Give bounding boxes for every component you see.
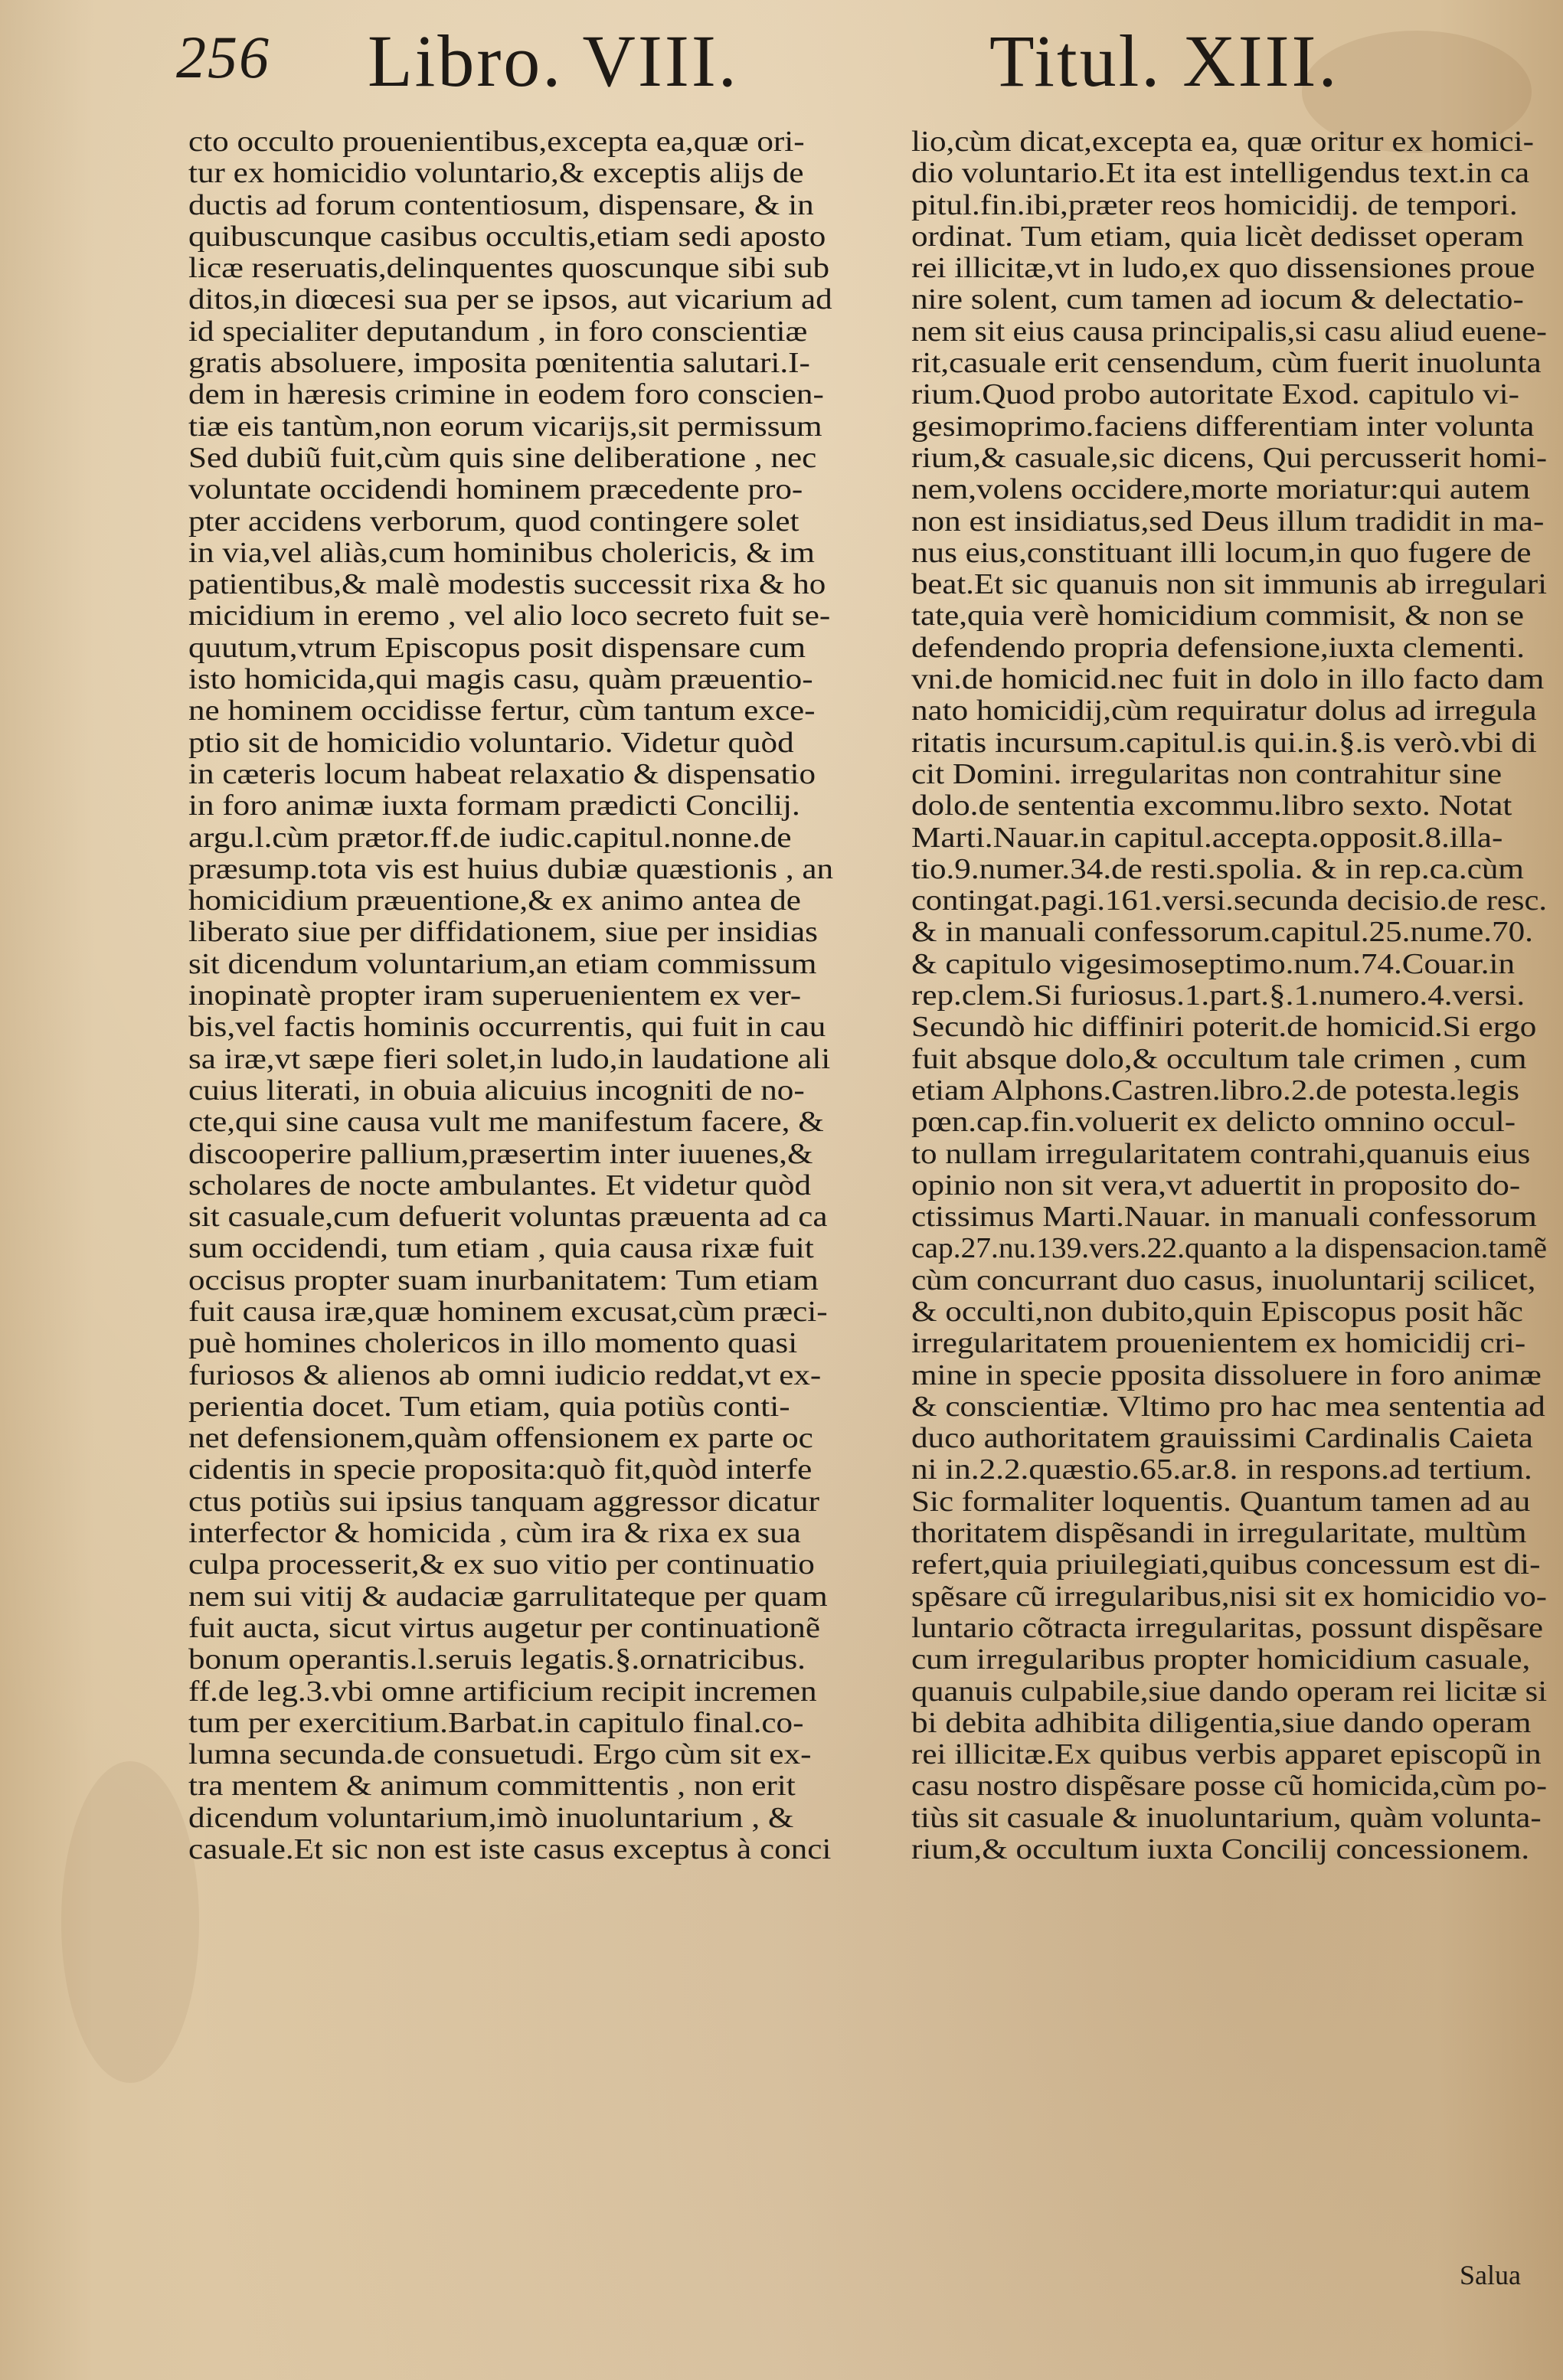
text-line: ptio sit de homicidio voluntario. Videtur quòd bbox=[188, 726, 794, 759]
text-line: interfector & homicida , cùm ira & rixa ex sua bbox=[188, 1517, 801, 1550]
text-line: furiosos & alienos ab omni iudicio reddat,vt ex- bbox=[188, 1358, 822, 1391]
text-line: ritatis incursum.capitul.is qui.in.§.is verò.vbi di bbox=[911, 726, 1537, 759]
text-line: lio,cùm dicat,excepta ea, quæ oritur ex homici- bbox=[911, 126, 1535, 158]
text-line: homicidium præuentione,& ex animo antea de bbox=[188, 884, 801, 917]
text-line: scholares de nocte ambulantes. Et videtur quòd bbox=[188, 1169, 812, 1201]
text-line: vni.de homicid.nec fuit in dolo in illo facto dam bbox=[911, 663, 1545, 696]
text-line: cidentis in specie proposita:quò fit,quòd interfe bbox=[188, 1453, 813, 1486]
text-line: fuit absque dolo,& occultum tale crimen , cum bbox=[911, 1042, 1527, 1075]
text-line: fuit aucta, sicut virtus augetur per continuationẽ bbox=[188, 1611, 821, 1644]
running-title-left: Libro. VIII. bbox=[368, 20, 739, 102]
text-line: irregularitatem prouenientem ex homicidij cri- bbox=[911, 1327, 1526, 1360]
text-line: net defensionem,quàm offensionem ex parte oc bbox=[188, 1422, 813, 1455]
text-line: casu nostro dispẽsare posse cũ homicida,cùm po- bbox=[911, 1770, 1547, 1803]
text-line: tiæ eis tantùm,non eorum vicarijs,sit permissum bbox=[188, 410, 822, 443]
text-line: tiùs sit casuale & inuoluntarium, quàm volunta- bbox=[911, 1801, 1542, 1834]
text-line: bi debita adhibita diligentia,siue dando operam bbox=[911, 1706, 1532, 1739]
text-line: ordinat. Tum etiam, quia licèt dedisset operam bbox=[911, 220, 1524, 253]
text-line: ctus potiùs sui ipsius tanquam aggressor dicatur bbox=[188, 1485, 819, 1518]
text-line: dio voluntario.Et ita est intelligendus text.in ca bbox=[911, 157, 1530, 190]
text-line: licæ reseruatis,delinquentes quoscunque sibi sub bbox=[188, 252, 830, 285]
text-line: & occulti,non dubito,quin Episcopus posit hãc bbox=[911, 1295, 1523, 1328]
text-line: Sic formaliter loquentis. Quantum tamen ad au bbox=[911, 1485, 1531, 1518]
text-line: ditos,in diœcesi sua per se ipsos, aut vicarium ad bbox=[188, 283, 832, 316]
text-line: tra mentem & animum committentis , non erit bbox=[188, 1770, 796, 1803]
text-line: Secundò hic diffiniri poterit.de homicid.Si ergo bbox=[911, 1011, 1537, 1044]
text-line: & conscientiæ. Vltimo pro hac mea sententia ad bbox=[911, 1390, 1545, 1423]
text-line: rep.clem.Si furiosus.1.part.§.1.numero.4.versi. bbox=[911, 979, 1525, 1012]
text-line: rium,& occultum iuxta Concilij concessionem. bbox=[911, 1833, 1530, 1866]
text-line: tate,quia verè homicidium commisit, & non se bbox=[911, 600, 1524, 633]
left-text-column bbox=[188, 126, 862, 1865]
text-line: tio.9.numer.34.de resti.spolia. & in rep.ca.cùm bbox=[911, 852, 1524, 885]
text-line: tum per exercitium.Barbat.in capitulo final.co- bbox=[188, 1706, 804, 1739]
page-number: 256 bbox=[176, 24, 270, 90]
text-line: dolo.de sententia excommu.libro sexto. Notat bbox=[911, 790, 1512, 822]
catchword: Salua bbox=[1460, 2260, 1521, 2290]
page-header bbox=[176, 20, 1493, 115]
text-line: cuius literati, in obuia alicuius incogniti de no- bbox=[188, 1074, 805, 1107]
text-line: non est insidiatus,sed Deus illum tradidit in ma- bbox=[911, 505, 1545, 538]
text-line: fuit causa iræ,quæ hominem excusat,cùm præci- bbox=[188, 1295, 828, 1328]
text-line: præsump.tota vis est huius dubiæ quæstionis , an bbox=[188, 852, 834, 885]
text-line: id specialiter deputandum , in foro conscientiæ bbox=[188, 315, 808, 348]
text-line: pitul.fin.ibi,præter reos homicidij. de tempori. bbox=[911, 188, 1518, 221]
text-line: nus eius,constituant illi locum,in quo fugere de bbox=[911, 536, 1532, 569]
paper-stain bbox=[61, 1761, 199, 2083]
text-line: defendendo propria defensione,iuxta clementi. bbox=[911, 631, 1525, 664]
text-line: nem,volens occidere,morte moriatur:qui autem bbox=[911, 473, 1531, 506]
text-line: & capitulo vigesimoseptimo.num.74.Couar.in bbox=[911, 947, 1516, 980]
text-line: refert,quia priuilegiati,quibus concessum est di- bbox=[911, 1548, 1541, 1581]
text-line: contingat.pagi.161.versi.secunda decisio.de resc. bbox=[911, 884, 1547, 917]
text-line: dicendum voluntarium,imò inuoluntarium , & bbox=[188, 1801, 794, 1834]
text-line: bonum operantis.l.seruis legatis.§.ornatricibus. bbox=[188, 1643, 806, 1676]
text-line: puè homines cholericos in illo momento quasi bbox=[188, 1327, 798, 1360]
text-line: quutum,vtrum Episcopus posit dispensare cum bbox=[188, 631, 806, 664]
text-line: rium,& casuale,sic dicens, Qui percusserit homi- bbox=[911, 441, 1548, 474]
text-line: cit Domini. irregularitas non contrahitur sine bbox=[911, 757, 1503, 790]
text-line: in via,vel aliàs,cum hominibus cholericis, & im bbox=[188, 536, 815, 569]
right-text-column bbox=[911, 126, 1547, 1865]
text-line: duco authoritatem grauissimi Cardinalis Caieta bbox=[911, 1422, 1533, 1455]
text-line: ctissimus Marti.Nauar. in manuali confessorum bbox=[911, 1201, 1537, 1234]
text-line: culpa processerit,& ex suo vitio per continuatio bbox=[188, 1548, 815, 1581]
text-line: rei illicitæ.Ex quibus verbis apparet episcopũ in bbox=[911, 1738, 1542, 1771]
text-line: bis,vel factis hominis occurrentis, qui fuit in cau bbox=[188, 1011, 826, 1044]
text-line: gratis absoluere, imposita pœnitentia salutari.I- bbox=[188, 347, 810, 380]
text-line: etiam Alphons.Castren.libro.2.de potesta.legis bbox=[911, 1074, 1520, 1107]
running-title-right: Titul. XIII. bbox=[989, 20, 1339, 102]
text-line: nem sit eius causa principalis,si casu aliud euene- bbox=[911, 315, 1548, 348]
text-line: rei illicitæ,vt in ludo,ex quo dissensiones proue bbox=[911, 252, 1535, 285]
text-line: Sed dubiũ fuit,cùm quis sine deliberatione , nec bbox=[188, 441, 817, 474]
text-line: liberato siue per diffidationem, siue per insidias bbox=[188, 916, 818, 949]
text-line: to nullam irregularitatem contrahi,quanuis eius bbox=[911, 1137, 1531, 1170]
text-line: quibuscunque casibus occultis,etiam sedi aposto bbox=[188, 220, 826, 253]
text-line: patientibus,& malè modestis successit rixa & ho bbox=[188, 568, 826, 601]
text-line: mine in specie pposita dissoluere in foro animæ bbox=[911, 1358, 1542, 1391]
text-line: luntario cõtracta irregularitas, possunt dispẽsare bbox=[911, 1611, 1544, 1644]
text-line: occisus propter suam inurbanitatem: Tum etiam bbox=[188, 1264, 819, 1296]
text-line: cap.27.nu.139.vers.22.quanto a la dispensacion.tamẽ bbox=[911, 1232, 1548, 1265]
text-line: ductis ad forum contentiosum, dispensare, & in bbox=[188, 188, 814, 221]
text-line: quanuis culpabile,siue dando operam rei licitæ si bbox=[911, 1675, 1548, 1708]
text-line: in cæteris locum habeat relaxatio & dispensatio bbox=[188, 757, 816, 790]
text-line: tur ex homicidio voluntario,& exceptis alijs de bbox=[188, 157, 804, 190]
text-line: sit casuale,cum defuerit voluntas præuenta ad ca bbox=[188, 1201, 828, 1234]
text-line: rit,casuale erit censendum, cùm fuerit inuolunta bbox=[911, 347, 1542, 380]
text-line: cte,qui sine causa vult me manifestum facere, & bbox=[188, 1106, 824, 1139]
text-line: in foro animæ iuxta formam prædicti Concilij. bbox=[188, 790, 800, 822]
text-line: micidium in eremo , vel alio loco secreto fuit se- bbox=[188, 600, 831, 633]
text-line: sa iræ,vt sæpe fieri solet,in ludo,in laudatione ali bbox=[188, 1042, 831, 1075]
text-line: gesimoprimo.faciens differentiam inter volunta bbox=[911, 410, 1535, 443]
text-line: voluntate occidendi hominem præcedente pro- bbox=[188, 473, 803, 506]
text-line: ff.de leg.3.vbi omne artificium recipit incremen bbox=[188, 1675, 817, 1708]
text-line: isto homicida,qui magis casu, quàm præuentio- bbox=[188, 663, 813, 696]
text-line: nem sui vitij & audaciæ garrulitateque per quam bbox=[188, 1580, 828, 1613]
text-line: cto occulto prouenientibus,excepta ea,quæ ori- bbox=[188, 126, 805, 158]
text-line: sum occidendi, tum etiam , quia causa rixæ fuit bbox=[188, 1232, 814, 1265]
text-line: nato homicidij,cùm requiratur dolus ad irregula bbox=[911, 695, 1537, 727]
text-line: & in manuali confessorum.capitul.25.nume.70. bbox=[911, 916, 1533, 949]
text-line: discooperire pallium,præsertim inter iuuenes,& bbox=[188, 1137, 813, 1170]
text-line: beat.Et sic quanuis non sit immunis ab irregulari bbox=[911, 568, 1548, 601]
text-line: lumna secunda.de consuetudi. Ergo cùm sit ex- bbox=[188, 1738, 812, 1771]
text-line: dem in hæresis crimine in eodem foro conscien- bbox=[188, 378, 824, 411]
text-line: casuale.Et sic non est iste casus exceptus à conci bbox=[188, 1833, 832, 1866]
text-line: inopinatè propter iram superuenientem ex ver- bbox=[188, 979, 802, 1012]
text-line: Marti.Nauar.in capitul.accepta.opposit.8.illa- bbox=[911, 821, 1503, 854]
text-line: pœn.cap.fin.voluerit ex delicto omnino occul- bbox=[911, 1106, 1516, 1139]
text-line: argu.l.cùm prætor.ff.de iudic.capitul.nonne.de bbox=[188, 821, 792, 854]
text-line: spẽsare cũ irregularibus,nisi sit ex homicidio vo- bbox=[911, 1580, 1548, 1613]
text-line: opinio non sit vera,vt aduertit in proposito do- bbox=[911, 1169, 1521, 1201]
text-line: perientia docet. Tum etiam, quia potiùs conti- bbox=[188, 1390, 790, 1423]
text-line: nire solent, cum tamen ad iocum & delectatio- bbox=[911, 283, 1524, 316]
text-line: sit dicendum voluntarium,an etiam commissum bbox=[188, 947, 817, 980]
text-line: cùm concurrant duo casus, inuoluntarij scilicet, bbox=[911, 1264, 1536, 1296]
text-line: cum irregularibus propter homicidium casuale, bbox=[911, 1643, 1531, 1676]
text-line: thoritatem dispẽsandi in irregularitate, multùm bbox=[911, 1517, 1527, 1550]
text-line: rium.Quod probo autoritate Exod. capitulo vi- bbox=[911, 378, 1519, 411]
text-line: ne hominem occidisse fertur, cùm tantum exce- bbox=[188, 695, 816, 727]
text-line: pter accidens verborum, quod contingere solet bbox=[188, 505, 799, 538]
text-line: ni in.2.2.quæstio.65.ar.8. in respons.ad tertium. bbox=[911, 1453, 1532, 1486]
